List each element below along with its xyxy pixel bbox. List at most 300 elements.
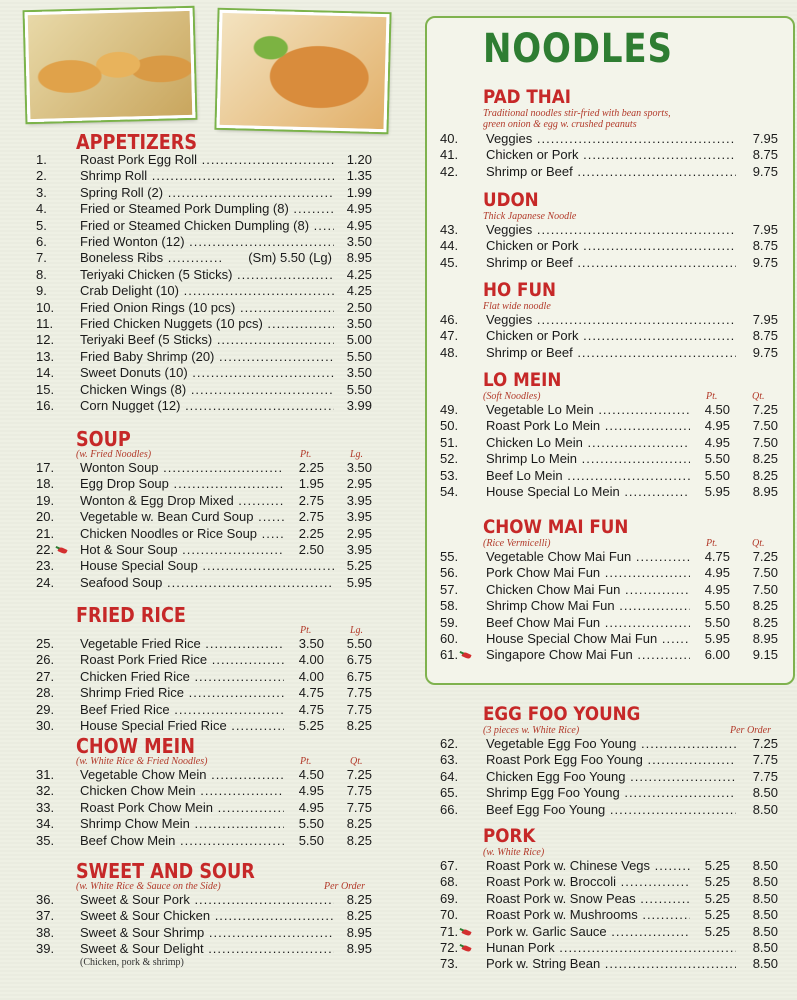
- item-price: 8.95: [346, 941, 372, 957]
- menu-item: [36, 800, 372, 816]
- menu-item: [440, 615, 778, 631]
- item-price: 3.50: [346, 316, 372, 331]
- item-price: 8.25: [752, 451, 778, 467]
- item-price-small: 4.00: [298, 652, 324, 668]
- item-number: 57.: [440, 581, 459, 597]
- item-number: 32.: [36, 783, 55, 799]
- menu-item: [36, 575, 372, 591]
- item-number: 13.: [36, 348, 55, 364]
- item-number: 66.: [440, 801, 459, 817]
- item-price: 9.75: [752, 344, 778, 360]
- item-number: 62.: [440, 736, 459, 751]
- item-price-small: 5.50: [704, 598, 730, 614]
- menu-item: [440, 328, 778, 344]
- soup-heading: SOUP: [76, 427, 131, 451]
- item-price: 6.75: [346, 668, 372, 684]
- item-price: 5.50: [346, 348, 372, 364]
- menu-item: [440, 549, 778, 565]
- item-number: 36.: [36, 892, 55, 907]
- item-name: Vegetable Chow Mein .....: [80, 767, 284, 783]
- pad-thai-heading: PAD THAI: [483, 86, 571, 108]
- item-number: 46.: [440, 312, 459, 327]
- item-price: 3.95: [346, 509, 372, 525]
- menu-item: [36, 250, 372, 266]
- chow-mai-fun-heading: CHOW MAI FUN: [483, 516, 629, 538]
- udon-heading: UDON: [483, 189, 539, 211]
- item-name: Chicken Wings (8) .....: [80, 382, 334, 398]
- menu-item: [440, 451, 778, 467]
- item-number: 2.: [36, 168, 47, 184]
- item-number: 58.: [440, 598, 459, 614]
- item-name: Chicken Fried Rice .....: [80, 669, 284, 685]
- item-price: 5.25: [346, 558, 372, 574]
- menu-item: [36, 283, 372, 299]
- item-price-small: 4.50: [704, 402, 730, 417]
- menu-item: [440, 891, 778, 907]
- item-name: Vegetable Egg Foo Young .....: [486, 736, 736, 752]
- item-number: 7.: [36, 250, 47, 266]
- item-name: Roast Pork Egg Roll .....: [80, 152, 334, 168]
- item-number: 23.: [36, 558, 55, 574]
- column-header: Pt.: [706, 391, 718, 402]
- item-price: 8.50: [752, 801, 778, 817]
- item-price: 7.75: [752, 768, 778, 784]
- item-number: 4.: [36, 201, 47, 217]
- item-price: 8.25: [346, 718, 372, 733]
- item-name: House Special Chow Mai Fun .....: [486, 631, 690, 647]
- item-name: Veggies .....: [486, 312, 736, 328]
- item-name: Sweet & Sour Pork .....: [80, 892, 334, 908]
- item-price-small: 5.25: [704, 858, 730, 873]
- item-price: 7.25: [752, 549, 778, 564]
- item-price: 3.99: [346, 398, 372, 413]
- item-name: Chicken Chow Mai Fun .....: [486, 582, 690, 598]
- item-price-small: 5.25: [298, 718, 324, 733]
- item-price-small: 4.00: [298, 668, 324, 684]
- item-number: 73.: [440, 956, 459, 972]
- fried-rice-heading: FRIED RICE: [76, 603, 186, 627]
- item-price-small: 5.50: [704, 451, 730, 467]
- item-number: 61.: [440, 647, 459, 663]
- item-price: 7.75: [346, 783, 372, 799]
- item-name: Hot & Sour Soup .....: [80, 542, 284, 558]
- item-name: Chicken Lo Mein .....: [486, 435, 690, 451]
- item-name: Shrimp or Beef .....: [486, 164, 736, 180]
- menu-item: [440, 907, 778, 923]
- item-price: 6.75: [346, 652, 372, 668]
- item-name: Fried or Steamed Pork Dumpling (8) .....: [80, 201, 334, 217]
- column-header: Pt.: [706, 538, 718, 549]
- item-name: Sweet & Sour Shrimp .....: [80, 925, 334, 941]
- item-number: 45.: [440, 254, 459, 270]
- menu-item: [36, 267, 372, 283]
- item-name: Beef Egg Foo Young .....: [486, 802, 736, 818]
- menu-item: [440, 647, 778, 663]
- item-price: 3.95: [346, 492, 372, 508]
- item-price-small: 5.50: [704, 614, 730, 630]
- item-name: Sweet & Sour Delight .....: [80, 941, 334, 957]
- item-price-small: 4.75: [704, 549, 730, 564]
- noodles-title: NOODLES: [483, 26, 673, 72]
- menu-item: [36, 558, 372, 574]
- menu-item: [36, 669, 372, 685]
- sweet-and-sour-subtitle: (w. White Rice & Sauce on the Side): [76, 881, 221, 892]
- item-name: Sweet Donuts (10) .....: [80, 365, 334, 381]
- item-number: 28.: [36, 685, 55, 701]
- item-name: House Special Lo Mein .....: [486, 484, 690, 500]
- item-price: 1.20: [346, 152, 372, 167]
- item-number: 60.: [440, 631, 459, 646]
- menu-item: [440, 402, 778, 418]
- menu-item: [440, 468, 778, 484]
- item-number: 49.: [440, 402, 459, 417]
- menu-item: [36, 833, 372, 849]
- item-name: Fried Wonton (12) .....: [80, 234, 334, 250]
- item-name: Chicken or Pork .....: [486, 328, 736, 344]
- column-header: Qt.: [752, 391, 765, 402]
- item-name: Roast Pork w. Chinese Vegs .....: [486, 858, 690, 874]
- item-number: 41.: [440, 147, 459, 163]
- item-price: 2.95: [346, 476, 372, 492]
- menu-item: [440, 345, 778, 361]
- item-name: Shrimp or Beef .....: [486, 345, 736, 361]
- item-name: House Special Fried Rice .....: [80, 718, 284, 734]
- item-number: 21.: [36, 525, 55, 541]
- item-name: Egg Drop Soup .....: [80, 476, 284, 492]
- item-name: Vegetable Fried Rice .....: [80, 636, 284, 652]
- menu-item: [36, 460, 372, 476]
- item-name: Roast Pork Lo Mein .....: [486, 418, 690, 434]
- item-name: Vegetable Lo Mein .....: [486, 402, 690, 418]
- item-number: 63.: [440, 752, 459, 768]
- menu-item: [36, 152, 372, 168]
- item-price: 7.50: [752, 418, 778, 434]
- menu-item: [36, 702, 372, 718]
- lo-mein-heading: LO MEIN: [483, 369, 562, 391]
- item-name: Teriyaki Chicken (5 Sticks) .....: [80, 267, 334, 283]
- item-number: 1.: [36, 152, 47, 167]
- item-number: 12.: [36, 332, 55, 348]
- menu-item: [36, 526, 372, 542]
- menu-item: [36, 185, 372, 201]
- item-number: 54.: [440, 484, 459, 499]
- item-number: 51.: [440, 434, 459, 450]
- item-price-small: 5.25: [704, 907, 730, 923]
- menu-item: [36, 652, 372, 668]
- item-number: 42.: [440, 163, 459, 179]
- item-number: 19.: [36, 492, 55, 508]
- item-number: 24.: [36, 574, 55, 590]
- menu-item: [440, 752, 778, 768]
- item-name: Seafood Soup .....: [80, 575, 334, 591]
- chow-mai-fun-subtitle: (Rice Vermicelli): [483, 538, 551, 549]
- item-name: Chicken or Pork .....: [486, 238, 736, 254]
- lo-mein-subtitle: (Soft Noodles): [483, 391, 541, 402]
- item-name: Shrimp Lo Mein .....: [486, 451, 690, 467]
- item-name: Vegetable w. Bean Curd Soup .....: [80, 509, 284, 525]
- menu-item: [36, 816, 372, 832]
- item-price: 8.50: [752, 907, 778, 923]
- menu-item: [440, 484, 778, 500]
- item-price: 8.95: [752, 631, 778, 646]
- pork-heading: PORK: [483, 825, 536, 847]
- column-header: Pt.: [300, 756, 312, 767]
- item-name: Roast Pork Chow Mein .....: [80, 800, 284, 816]
- item-name: Shrimp Fried Rice .....: [80, 685, 284, 701]
- menu-item: [36, 767, 372, 783]
- item-name: Crab Delight (10) .....: [80, 283, 334, 299]
- menu-item: [440, 238, 778, 254]
- item-number: 44.: [440, 238, 459, 254]
- item-price: 8.50: [752, 858, 778, 873]
- item-name: House Special Soup .....: [80, 558, 334, 574]
- pork-subtitle: (w. White Rice): [483, 847, 545, 858]
- menu-item: [440, 131, 778, 147]
- item-price: 7.95: [752, 131, 778, 146]
- item-name: Veggies .....: [486, 131, 736, 147]
- item-price-small: 6.00: [704, 647, 730, 663]
- item-name: Beef Chow Mein .....: [80, 833, 284, 849]
- item-price: 7.95: [752, 222, 778, 237]
- item-price: 7.75: [752, 752, 778, 768]
- item-number: 35.: [36, 832, 55, 848]
- menu-item: [36, 201, 372, 217]
- item-price: 9.75: [752, 163, 778, 179]
- item-name: Shrimp Roll .....: [80, 168, 334, 184]
- item-price-small: 2.50: [298, 542, 324, 557]
- item-price: 8.50: [752, 874, 778, 890]
- item-name: Beef Fried Rice .....: [80, 702, 284, 718]
- item-number: 22.: [36, 542, 55, 557]
- item-price-small: 4.95: [704, 581, 730, 597]
- menu-item: [440, 802, 778, 818]
- item-price: 8.25: [752, 598, 778, 614]
- item-name: Hunan Pork .....: [486, 940, 736, 956]
- item-name: Fried Baby Shrimp (20) .....: [80, 349, 334, 365]
- menu-item: [36, 218, 372, 234]
- item-name: Shrimp Egg Foo Young .....: [486, 785, 736, 801]
- item-price: 7.75: [346, 799, 372, 815]
- item-number: 14.: [36, 365, 55, 381]
- item-number: 11.: [36, 316, 54, 331]
- menu-item: [440, 924, 778, 940]
- item-price: 8.50: [752, 940, 778, 955]
- item-price: 8.75: [752, 147, 778, 163]
- item-price: 3.50: [346, 365, 372, 381]
- item-price: 1.99: [346, 184, 372, 200]
- chow-mein-subtitle: (w. White Rice & Fried Noodles): [76, 756, 208, 767]
- item-price: 2.95: [346, 525, 372, 541]
- item-price: 5.50: [346, 381, 372, 397]
- item-name: Chicken Noodles or Rice Soup .....: [80, 526, 284, 542]
- item-name: Singapore Chow Mai Fun .....: [486, 647, 690, 663]
- item-price: 8.95: [346, 250, 372, 266]
- chow-mein-heading: CHOW MEIN: [76, 734, 195, 758]
- menu-item: [36, 783, 372, 799]
- item-price-small: 2.75: [298, 509, 324, 525]
- item-price-small: 5.25: [704, 923, 730, 939]
- item-price-small: (Sm) 5.50 (Lg): [248, 250, 332, 266]
- menu-item: [36, 300, 372, 316]
- menu-item: [36, 316, 372, 332]
- item-name: Roast Pork w. Broccoli .....: [486, 874, 690, 890]
- menu-item: [36, 349, 372, 365]
- item-price: 2.50: [346, 299, 372, 315]
- menu-item: [36, 493, 372, 509]
- item-number: 38.: [36, 924, 55, 940]
- item-number: 18.: [36, 476, 55, 492]
- item-name: Pork w. Garlic Sauce .....: [486, 924, 690, 940]
- item-price-small: 4.95: [298, 799, 324, 815]
- menu-item: [36, 382, 372, 398]
- item-price-small: 4.95: [704, 434, 730, 450]
- item-price: 8.95: [752, 484, 778, 499]
- item-price-small: 4.75: [298, 685, 324, 701]
- item-number: 6.: [36, 234, 47, 249]
- item-name: Roast Pork Egg Foo Young .....: [486, 752, 736, 768]
- item-price-small: 5.50: [298, 816, 324, 832]
- item-number: 16.: [36, 398, 55, 413]
- item-number: 27.: [36, 668, 55, 684]
- menu-item: [440, 565, 778, 581]
- item-price: 5.00: [346, 332, 372, 348]
- menu-item: [36, 925, 372, 941]
- item-name: Roast Pork Fried Rice .....: [80, 652, 284, 668]
- menu-item: [440, 147, 778, 163]
- item-name: Chicken Chow Mein .....: [80, 783, 284, 799]
- item-number: 50.: [440, 418, 459, 434]
- item-price: 7.50: [752, 565, 778, 581]
- item-name: Boneless Ribs .....: [80, 250, 222, 266]
- column-header: Lg.: [350, 625, 364, 636]
- item-price: 1.35: [346, 168, 372, 184]
- item-name: Chicken or Pork .....: [486, 147, 736, 163]
- item-price: 8.25: [346, 908, 372, 924]
- item-price: 8.25: [346, 832, 372, 848]
- item-number: 10.: [36, 299, 55, 315]
- item-name: Sweet & Sour Chicken .....: [80, 908, 334, 924]
- menu-item: [36, 542, 372, 558]
- menu-item: [440, 785, 778, 801]
- item-number: 34.: [36, 816, 55, 832]
- item-name: Spring Roll (2) .....: [80, 185, 334, 201]
- item-price-small: 5.25: [704, 874, 730, 890]
- menu-item: [36, 685, 372, 701]
- item-price: 4.25: [346, 266, 372, 282]
- item-number: 55.: [440, 549, 459, 564]
- item-number: 20.: [36, 509, 55, 525]
- menu-item: [36, 332, 372, 348]
- item-name: Corn Nugget (12) .....: [80, 398, 334, 414]
- item-price-small: 4.50: [298, 767, 324, 782]
- item-price: 8.25: [346, 892, 372, 907]
- item-price-small: 4.95: [298, 783, 324, 799]
- item-price: 4.95: [346, 201, 372, 217]
- item-number: 15.: [36, 381, 55, 397]
- menu-item: [36, 398, 372, 414]
- menu-item: [36, 476, 372, 492]
- item-number: 43.: [440, 222, 459, 237]
- item-name: Teriyaki Beef (5 Sticks) .....: [80, 332, 334, 348]
- menu-item: [36, 509, 372, 525]
- item-price: 4.95: [346, 217, 372, 233]
- menu-item: [440, 769, 778, 785]
- item-price-small: 3.50: [298, 636, 324, 651]
- item-name: Beef Lo Mein .....: [486, 468, 690, 484]
- item-price-small: 5.50: [704, 467, 730, 483]
- item-number: 65.: [440, 785, 459, 801]
- item-name: Shrimp Chow Mai Fun .....: [486, 598, 690, 614]
- item-name: Fried Onion Rings (10 pcs) .....: [80, 300, 334, 316]
- item-price-small: 4.95: [704, 418, 730, 434]
- menu-item: [440, 222, 778, 238]
- item-price: 9.75: [752, 254, 778, 270]
- item-price: 3.50: [346, 460, 372, 475]
- column-header: Per Order: [324, 881, 366, 892]
- item-number: 68.: [440, 874, 459, 890]
- item-number: 30.: [36, 718, 55, 733]
- pad-thai-subtitle: Traditional noodles stir-fried with bean sports,: [483, 108, 671, 119]
- egg-foo-young-subtitle: (3 pieces w. White Rice): [483, 725, 580, 736]
- item-price: 3.50: [346, 234, 372, 249]
- item-name: Beef Chow Mai Fun .....: [486, 615, 690, 631]
- item-number: 71.: [440, 923, 459, 939]
- item-price: 7.75: [346, 685, 372, 701]
- item-number: 52.: [440, 451, 459, 467]
- item-name: Shrimp or Beef .....: [486, 255, 736, 271]
- menu-item: [36, 365, 372, 381]
- menu-item: [440, 164, 778, 180]
- item-price: 7.25: [752, 402, 778, 417]
- item-price: 8.75: [752, 238, 778, 254]
- item-number: 70.: [440, 907, 459, 923]
- menu-item: [440, 255, 778, 271]
- item-number: 39.: [36, 941, 55, 957]
- column-header: Pt.: [300, 449, 312, 460]
- pad-thai-photo: [216, 10, 389, 132]
- menu-item: [440, 418, 778, 434]
- menu-item: [440, 736, 778, 752]
- item-price: 8.50: [752, 956, 778, 972]
- item-name: Fried or Steamed Chicken Dumpling (8) .....: [80, 218, 334, 234]
- ho-fun-subtitle: Flat wide noodle: [483, 301, 551, 312]
- item-price: 5.50: [346, 636, 372, 651]
- item-price-small: 5.50: [298, 832, 324, 848]
- item-number: 9.: [36, 283, 47, 299]
- item-name: Vegetable Chow Mai Fun .....: [486, 549, 690, 565]
- item-price: 7.50: [752, 434, 778, 450]
- item-name: Veggies .....: [486, 222, 736, 238]
- item-number: 3.: [36, 184, 47, 200]
- menu-item: [36, 908, 372, 924]
- item-price: 7.25: [752, 736, 778, 751]
- soup-subtitle: (w. Fried Noodles): [76, 449, 152, 460]
- item-name: Chicken Egg Foo Young .....: [486, 769, 736, 785]
- item-price-small: 2.25: [298, 460, 324, 475]
- item-number: 53.: [440, 467, 459, 483]
- item-price: 8.50: [752, 890, 778, 906]
- item-name: Pork Chow Mai Fun .....: [486, 565, 690, 581]
- column-header: Pt.: [300, 625, 312, 636]
- item-name: Shrimp Chow Mein .....: [80, 816, 284, 832]
- menu-item: [36, 941, 372, 957]
- item-price: 5.95: [346, 574, 372, 590]
- item-number: 59.: [440, 614, 459, 630]
- menu-item: [36, 234, 372, 250]
- item-price: 7.95: [752, 312, 778, 327]
- item-name: Wonton & Egg Drop Mixed .....: [80, 493, 284, 509]
- item-price: 7.25: [346, 767, 372, 782]
